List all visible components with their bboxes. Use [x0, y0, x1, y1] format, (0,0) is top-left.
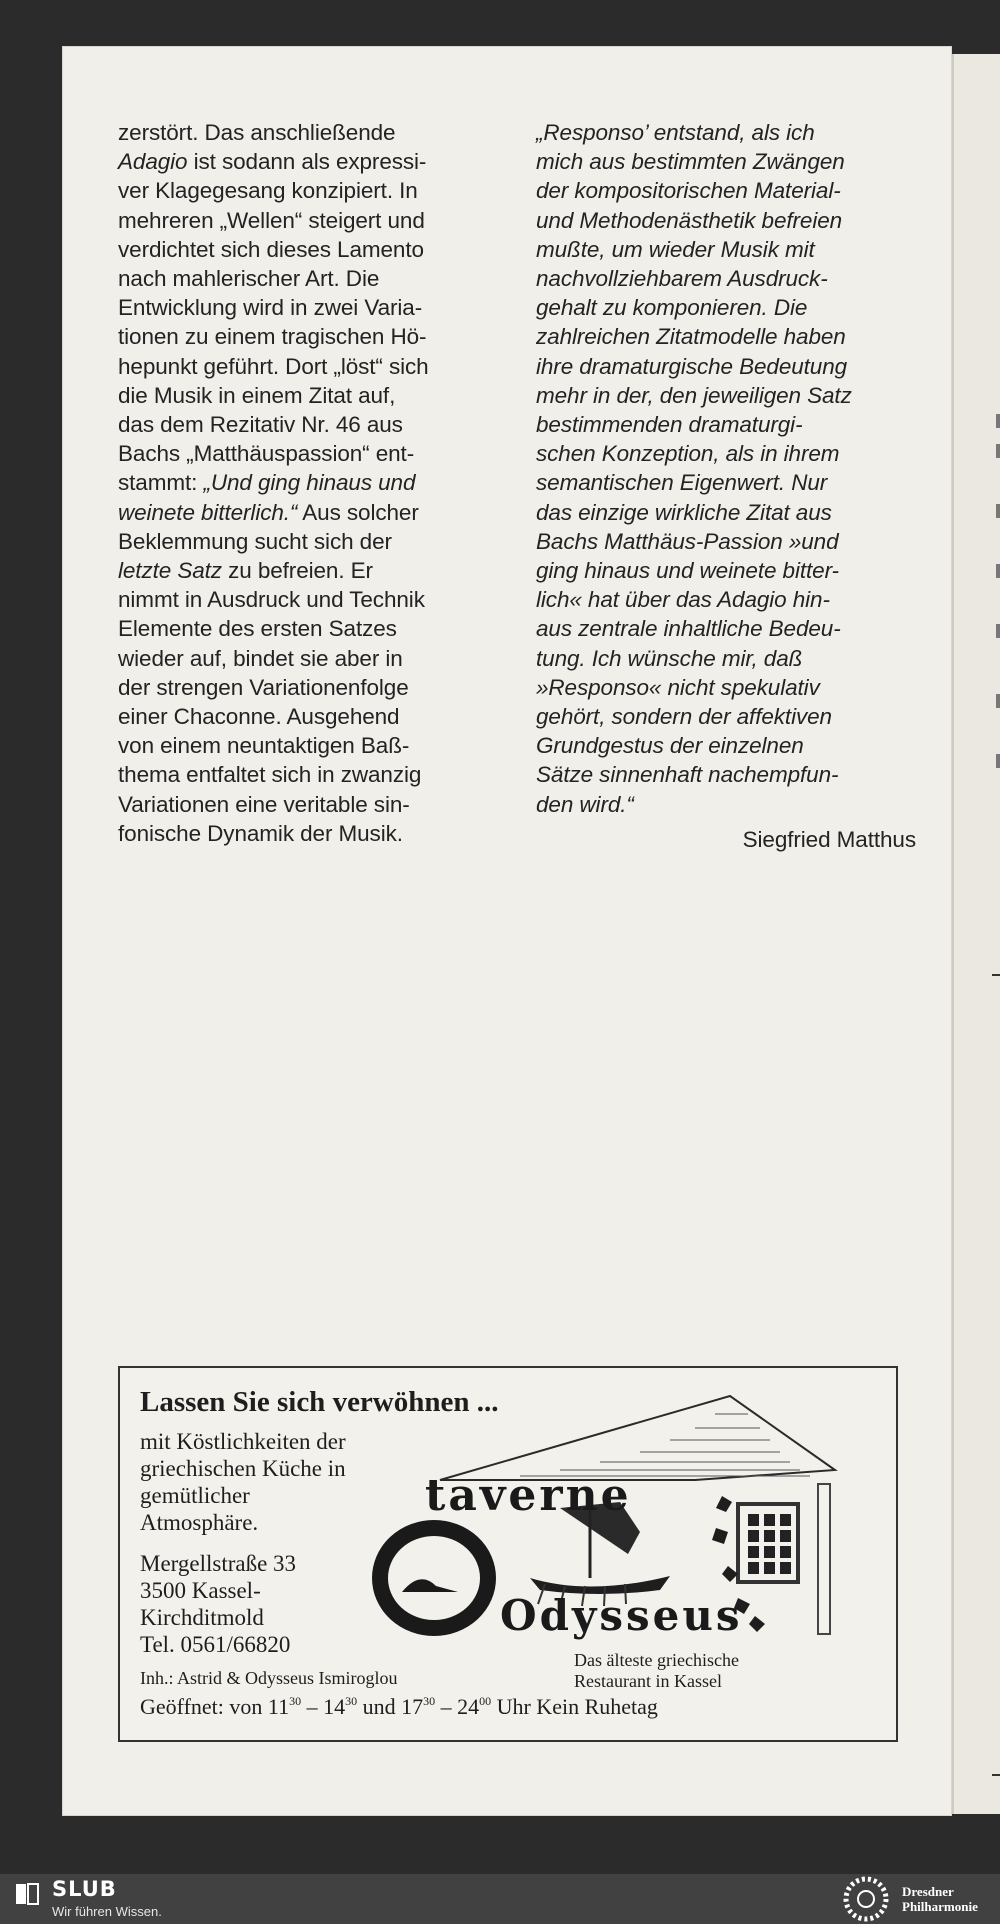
text-line: mehr in der, den jeweiligen Satz	[536, 382, 852, 408]
text-line: Elemente des ersten Satzes	[118, 616, 397, 642]
right-text-column	[536, 118, 916, 854]
text-line: »Responso« nicht spekulativ	[536, 674, 820, 700]
text-line: das dem Rezitativ Nr. 46 aus	[118, 412, 403, 438]
text-line: mußte, um wieder Musik mit	[536, 236, 815, 262]
text-fragment: ist sodann als expressi-	[187, 149, 427, 175]
adjacent-page-edge	[952, 54, 1000, 1814]
text-line	[118, 498, 506, 527]
hours-text: – 24	[435, 1694, 480, 1719]
book-icon	[14, 1882, 40, 1906]
hours-minutes: 30	[289, 1694, 302, 1708]
text-line: gehört, sondern der affektiven	[536, 704, 832, 730]
text-line: „Responso’ entstand, als ich	[536, 120, 815, 145]
ad-owner: Inh.: Astrid & Odysseus Ismiroglou	[140, 1668, 398, 1688]
text-line	[118, 556, 506, 585]
hours-text: Geöffnet: von 11	[140, 1694, 290, 1719]
ad-slogan-line: Restaurant in Kassel	[574, 1671, 722, 1691]
text-fragment: zu befreien. Er	[221, 558, 373, 584]
text-line: Bachs „Matthäuspassion“ ent-	[118, 441, 415, 467]
hours-text: – 14	[301, 1694, 346, 1719]
text-line: nimmt in Ausdruck und Technik	[118, 587, 425, 613]
ad-blurb-line: Atmosphäre.	[140, 1510, 259, 1535]
text-line: nachvollziehbarem Ausdruck-	[536, 266, 828, 292]
wall-shape	[818, 1484, 830, 1634]
sun-burst-icon	[840, 1876, 892, 1922]
partner-line: Dresdner	[902, 1884, 954, 1899]
text-line: zerstört. Das anschließende	[118, 120, 396, 145]
text-line: schen Konzeption, als in ihrem	[536, 441, 840, 467]
left-text-column	[118, 118, 506, 848]
text-line: das einzige wirkliche Zitat aus	[536, 499, 832, 525]
text-line: Variationen eine veritable sin-	[118, 791, 410, 817]
logo-word-taverne: taverne	[425, 1470, 632, 1521]
ad-address	[140, 1550, 296, 1658]
hours-minutes: 00	[479, 1694, 492, 1708]
text-line: hepunkt geführt. Dort „löst“ sich	[118, 353, 429, 379]
text-line: von einem neuntaktigen Baß-	[118, 733, 410, 759]
text-line: ging hinaus und weinete bitter-	[536, 558, 839, 584]
text-fragment: Aus solcher	[297, 499, 419, 525]
text-line: wieder auf, bindet sie aber in	[118, 645, 403, 671]
partner-logo-text[interactable]	[902, 1884, 978, 1914]
text-line: die Musik in einem Zitat auf,	[118, 382, 396, 408]
italic-term: letzte Satz	[118, 558, 222, 584]
text-line: Grundgestus der einzelnen	[536, 733, 804, 759]
text-line: tung. Ich wünsche mir, daß	[536, 645, 803, 671]
text-line: verdichtet sich dieses Lamento	[118, 236, 424, 262]
hours-text: und 17	[357, 1694, 424, 1719]
ad-blurb	[140, 1428, 346, 1536]
hours-minutes: 30	[423, 1694, 436, 1708]
text-line: semantischen Eigenwert. Nur	[536, 470, 828, 496]
text-line: einer Chaconne. Ausgehend	[118, 704, 400, 730]
text-line: mehreren „Wellen“ steigert und	[118, 207, 425, 233]
text-line: nach mahlerischer Art. Die	[118, 266, 380, 292]
hours-minutes: 30	[345, 1694, 358, 1708]
hours-text: Uhr Kein Ruhetag	[491, 1694, 658, 1719]
text-fragment: stammt:	[118, 470, 204, 496]
text-line: lich« hat über das Adagio hin-	[536, 587, 830, 613]
roof-shape	[440, 1396, 835, 1480]
text-line	[118, 468, 506, 497]
text-line: Beklemmung sucht sich der	[118, 528, 392, 554]
ad-blurb-line: griechischen Küche in	[140, 1456, 346, 1481]
scanned-page	[62, 46, 952, 1816]
ad-opening-hours	[140, 1694, 658, 1720]
ad-slogan-line: Das älteste griechische	[574, 1650, 739, 1670]
ad-address-line: Kirchditmold	[140, 1605, 264, 1630]
ad-slogan	[574, 1650, 739, 1692]
text-line: gehalt zu komponieren. Die	[536, 295, 808, 321]
text-line: den wird.“	[536, 791, 634, 817]
text-line: und Methodenästhetik befreien	[536, 207, 843, 233]
text-line: mich aus bestimmten Zwängen	[536, 149, 845, 175]
ad-headline: Lassen Sie sich verwöhnen ...	[140, 1386, 499, 1418]
logo-letter-o	[380, 1528, 488, 1628]
italic-quote: weinete bitterlich.“	[118, 499, 298, 525]
italic-quote: „Und ging hinaus und	[203, 470, 416, 496]
text-line: aus zentrale inhaltliche Bedeu-	[536, 616, 841, 642]
text-line: ver Klagegesang konzipiert. In	[118, 178, 418, 204]
text-line: ihre dramaturgische Bedeutung	[536, 353, 848, 379]
ship-house-icon	[370, 1378, 890, 1648]
text-line: der strengen Variationenfolge	[118, 674, 409, 700]
text-line	[118, 147, 506, 176]
ad-address-line: 3500 Kassel-	[140, 1578, 261, 1603]
partner-line: Philharmonie	[902, 1899, 978, 1914]
ad-blurb-line: gemütlicher	[140, 1483, 250, 1508]
footer-bar	[0, 1874, 1000, 1924]
ad-blurb-line: mit Köstlichkeiten der	[140, 1429, 346, 1454]
text-line: Sätze sinnenhaft nachempfun-	[536, 762, 839, 788]
text-line: tionen zu einem tragischen Hö-	[118, 324, 427, 350]
italic-term: Adagio	[118, 149, 188, 175]
author-signature: Siegfried Matthus	[742, 826, 916, 852]
ad-phone: Tel. 0561/66820	[140, 1632, 291, 1657]
logo-word-odysseus: Odysseus	[500, 1591, 743, 1640]
text-line: bestimmenden dramaturgi-	[536, 412, 803, 438]
slub-slogan: Wir führen Wissen.	[52, 1904, 162, 1919]
ad-address-line: Mergellstraße 33	[140, 1551, 297, 1576]
text-line: Bachs Matthäus-Passion »und	[536, 528, 839, 554]
text-line: thema entfaltet sich in zwanzig	[118, 762, 422, 788]
text-line: Entwicklung wird in zwei Varia-	[118, 295, 423, 321]
restaurant-advert	[118, 1366, 898, 1742]
text-line: fonische Dynamik der Musik.	[118, 820, 403, 846]
slub-logo-text[interactable]: SLUB	[52, 1877, 117, 1901]
text-line: der kompositorischen Material-	[536, 178, 841, 204]
text-line: zahlreichen Zitatmodelle haben	[536, 324, 846, 350]
